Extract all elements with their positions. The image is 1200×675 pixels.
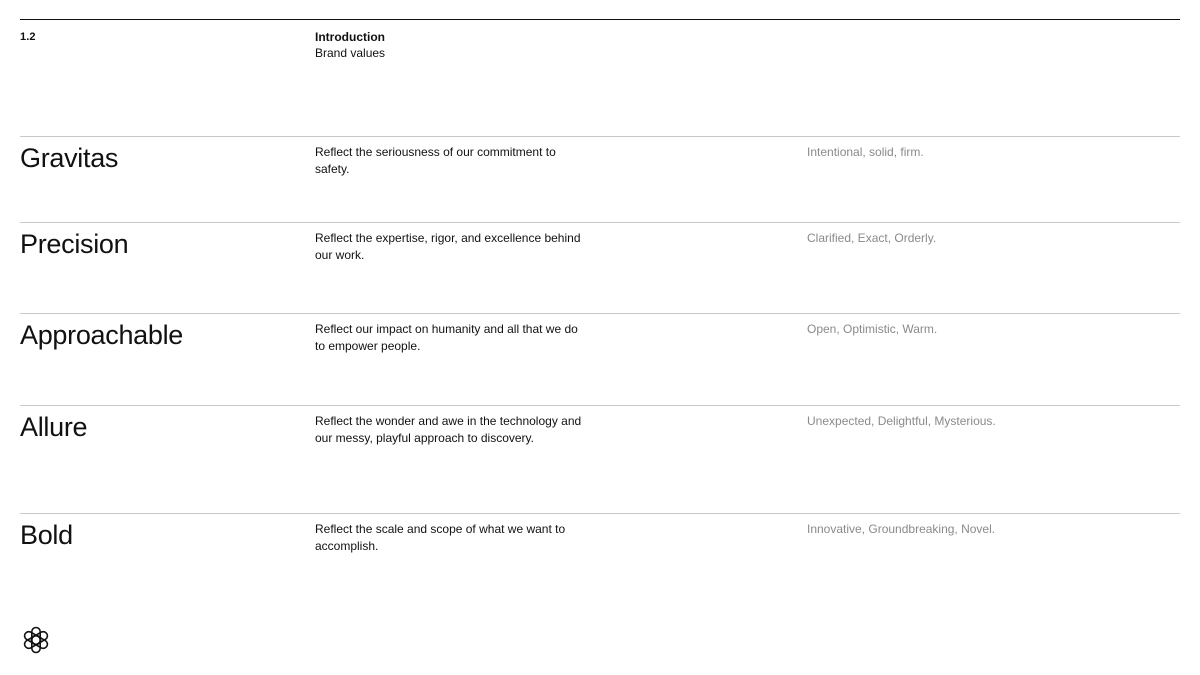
top-divider — [20, 19, 1180, 20]
brand-value-description: Reflect our impact on humanity and all that we do to empower people. — [315, 322, 578, 353]
brand-value-row-gravitas — [20, 136, 1180, 176]
brand-value-keywords: Intentional, solid, firm. — [807, 145, 924, 159]
brand-value-name: Precision — [20, 229, 129, 259]
brand-value-description: Reflect the scale and scope of what we want to accomplish. — [315, 522, 566, 553]
brand-value-keywords: Open, Optimistic, Warm. — [807, 322, 938, 336]
brand-value-name: Bold — [20, 520, 73, 550]
section-number: 1.2 — [20, 31, 36, 43]
brand-value-description: Reflect the expertise, rigor, and excellence behind our work. — [315, 231, 581, 262]
brand-value-keywords: Clarified, Exact, Orderly. — [807, 231, 937, 245]
brand-value-name: Approachable — [20, 320, 184, 350]
section-title: Introduction — [315, 30, 385, 44]
knot-logo-icon — [20, 624, 52, 656]
brand-value-name: Allure — [20, 412, 88, 442]
brand-value-row-approachable — [20, 313, 1180, 353]
brand-value-row-allure — [20, 405, 1180, 445]
section-subtitle: Brand values — [315, 46, 386, 60]
brand-value-keywords: Innovative, Groundbreaking, Novel. — [807, 522, 996, 536]
brand-value-row-bold — [20, 513, 1180, 553]
brand-value-description: Reflect the seriousness of our commitment to safety. — [315, 145, 556, 176]
brand-value-keywords: Unexpected, Delightful, Mysterious. — [807, 414, 996, 428]
brand-value-row-precision — [20, 222, 1180, 262]
brand-value-description: Reflect the wonder and awe in the technology and our messy, playful approach to discovery. — [315, 414, 582, 445]
brand-value-name: Gravitas — [20, 143, 119, 173]
